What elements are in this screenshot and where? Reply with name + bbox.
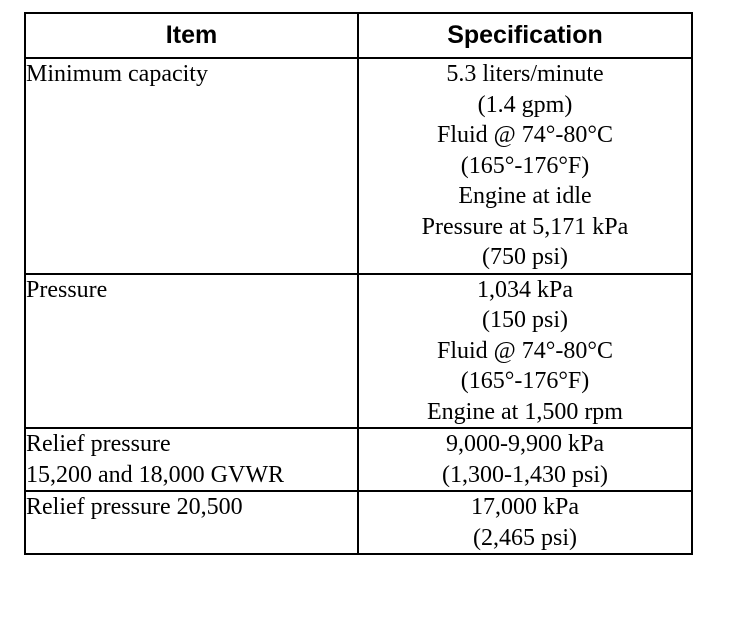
spec-line: (750 psi)	[482, 244, 568, 270]
header-item: Item	[25, 13, 358, 58]
spec-line: 5.3 liters/minute	[446, 61, 604, 87]
spec-line: (1.4 gpm)	[477, 91, 573, 118]
table-row	[25, 274, 692, 429]
item-cell	[25, 491, 358, 554]
item-text: Relief pressure 20,500	[26, 494, 243, 520]
item-text: 15,200 and 18,000 GVWR	[26, 461, 284, 488]
table-row	[25, 491, 692, 554]
spec-line: Engine at 1,500 rpm	[427, 398, 623, 425]
spec-line: (150 psi)	[482, 307, 568, 333]
item-cell	[25, 428, 358, 491]
specification-table	[24, 12, 693, 555]
spec-line: Fluid @ 74°-80°C	[437, 337, 613, 364]
spec-line: Pressure at 5,171 kPa	[421, 213, 629, 240]
item-text: Minimum capacity	[26, 61, 208, 87]
table-row	[25, 428, 692, 491]
item-cell	[25, 274, 358, 429]
specification-cell	[358, 428, 692, 491]
item-text: Pressure	[26, 276, 108, 303]
spec-line: 9,000-9,900 kPa	[446, 431, 604, 457]
spec-line: (165°-176°F)	[460, 368, 590, 394]
spec-line: 1,034 kPa	[477, 276, 573, 303]
spec-line: Engine at idle	[458, 183, 592, 209]
spec-line: Fluid @ 74°-80°C	[437, 122, 613, 148]
specification-cell	[358, 491, 692, 554]
spec-line: (1,300-1,430 psi)	[442, 461, 608, 488]
specification-cell	[358, 58, 692, 274]
header-specification: Specification	[358, 13, 692, 58]
item-text: Relief pressure	[26, 431, 171, 457]
table-row	[25, 58, 692, 274]
table-header-row	[25, 13, 692, 58]
item-cell	[25, 58, 358, 274]
spec-line: 17,000 kPa	[471, 494, 579, 520]
specification-cell	[358, 274, 692, 429]
spec-line: (2,465 psi)	[473, 524, 577, 551]
spec-line: (165°-176°F)	[460, 152, 590, 179]
